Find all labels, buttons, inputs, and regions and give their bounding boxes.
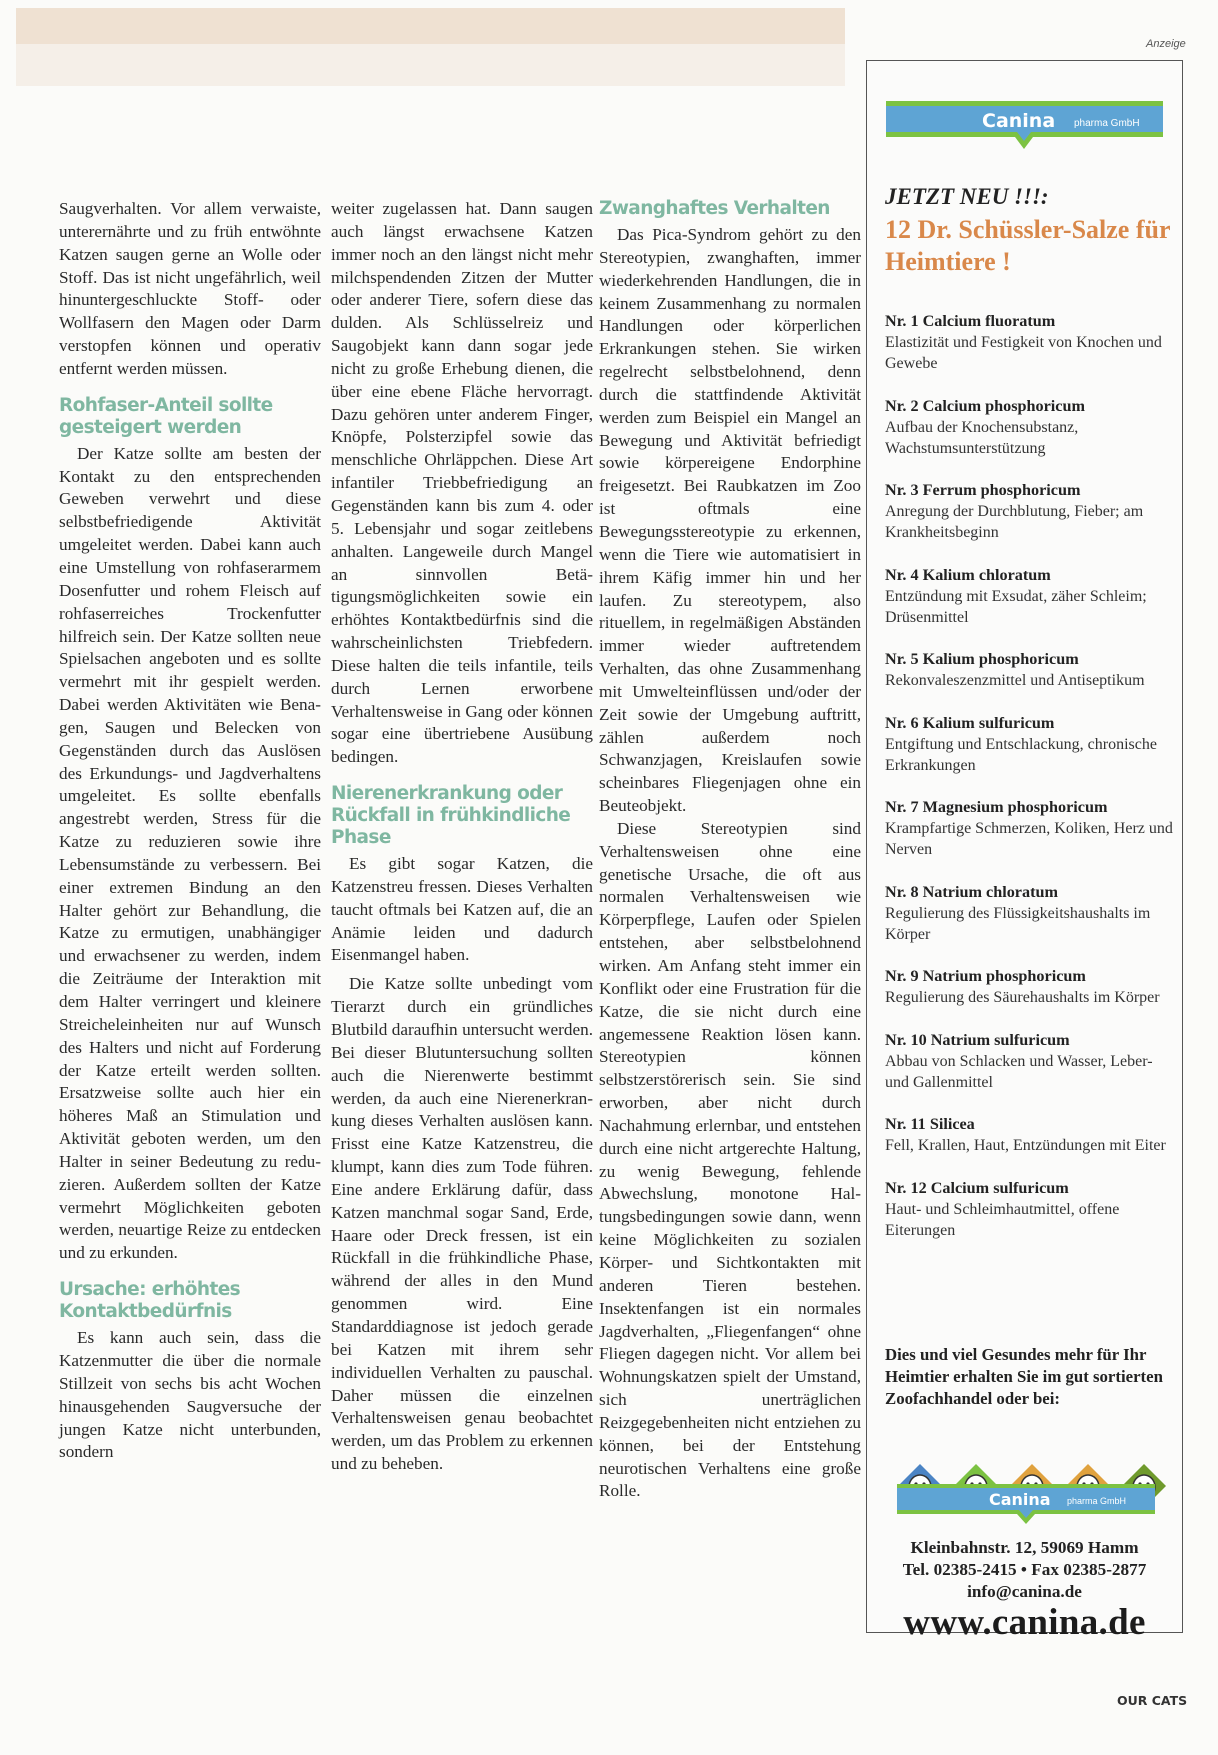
salt-name: Nr. 11 Silicea xyxy=(885,1115,975,1133)
salt-name: Nr. 3 Ferrum phosphoricum xyxy=(885,481,1081,499)
ad-announcement: JETZT NEU !!!: xyxy=(885,184,1049,209)
paragraph: Es gibt sogar Katzen, die Katzenstreu fressen. Dieses Verhalten taucht oftmals bei Katzen auf, die an Anämie leiden und dadurch Eisenmangel haben. xyxy=(331,854,593,965)
paragraph: Es kann auch sein, dass die Katzenmutter die über die normale Stillzeit von sechs bis acht Wochen hinausgehenden Saugversuche der jungen Katze nicht unterbunden, sondern xyxy=(59,1328,321,1462)
salt-description: Krampfartige Schmerzen, Koliken, Herz und Nerven xyxy=(885,820,1173,858)
salt-description: Entzündung mit Exsudat, zäher Schleim; Drüsenmittel xyxy=(885,587,1147,626)
salt-description: Regulierung des Flüssigkeitshaushalts im Körper xyxy=(885,904,1151,943)
salt-name: Nr. 5 Kalium phosphoricum xyxy=(885,650,1079,668)
salt-description: Anregung der Durchblutung, Fieber; am Krankheitsbeginn xyxy=(885,503,1144,541)
salt-name: Nr. 10 Natrium sulfuricum xyxy=(885,1030,1070,1049)
salt-item xyxy=(885,480,1175,543)
canina-logo-icon xyxy=(897,1484,1155,1534)
ad-headline: 12 Dr. Schüssler-Salze für Heimtiere ! xyxy=(885,215,1171,276)
salt-item xyxy=(885,1114,1175,1156)
email-link[interactable]: info@canina.de xyxy=(967,1582,1082,1601)
salt-description: Entgiftung und Entschlackung, chronische Erkrankungen xyxy=(885,735,1157,774)
brand-name: Canina xyxy=(982,110,1056,132)
brand-suffix: pharma GmbH xyxy=(1067,1496,1127,1506)
salt-name: Nr. 1 Calcium fluoratum xyxy=(885,312,1056,330)
salt-description: Fell, Krallen, Haut, Entzündungen mit Eiter xyxy=(885,1137,1166,1154)
paragraph: Die Katze sollte unbedingt vom Tierarzt durch ein gründliches Blutbild daraufhin untersucht werden. Bei dieser Blutuntersuchung sollten auch die Nierenwerte bestimmt werden, da auch eine Nierenerkrankung dieses Verhalten auslösen kann. Frisst eine Katze Katzenstreu, die klumpt, kann dies zum Tode führen. Eine andere Erklärung dafür, dass Katzen manchmal sogar Sand, Erde, Haare oder Dreck fressen, ist ein Rückfall in die frühkindliche Phase, während der alles in den Mund genommen wird. Eine Standarddiagnose ist jedoch gerade bei Katzen mit ihrem sehr individuellen Verhalten zu pauschal. Daher müssen die einzelnen Verhaltensweisen genau beobachtet werden, um das Problem zu erkennen und zu beheben. xyxy=(331,974,593,1474)
brand-name: Canina xyxy=(989,1490,1051,1509)
canina-logo-banner-bottom xyxy=(897,1484,1155,1539)
paragraph: Diese Stereotypien sind Verhaltensweisen ohne eine genetische Ursache, die oft aus normalen Verhaltensweisen wie Körperpflege, Laufen oder Spielen entstehen, aber selbstbelohnend wirken. Am Anfang steht immer ein Konflikt oder eine Frustration für die Katze, die sie nicht durch eine angemessene Reaktion lösen kann. Stereotypien können selbstzerstörerisch sein. Sie sind erworben, aber nicht durch Nachahmung erlernbar, und entstehen durch eine nicht artgerechte Haltung, zu wenig Bewegung, fehlende Abwechslung, monotone Haltungsbedingungen sowie dann, wenn keine Möglichkeiten zu sozialen Körper- und Sichtkontakten mit anderen Tieren bestehen. Insektenfangen ist ein normales Jagdverhalten, „Fliegenfangen“ ohne Fliegen dagegen nicht. Vor allem bei Wohnungskatzen spielt der Umstand, sich unerträglichen Reizgegebenheiten nicht entziehen zu können, bei der Entstehung neurotischen Verhaltens eine große Rolle. xyxy=(599,818,861,1501)
salt-item xyxy=(885,311,1175,374)
salt-item xyxy=(885,649,1175,691)
salt-description: Haut- und Schleimhautmittel, offene Eiterungen xyxy=(885,1200,1120,1239)
salt-name: Nr. 8 Natrium chloratum xyxy=(885,882,1058,901)
page-header-band xyxy=(16,8,845,86)
salt-item xyxy=(885,713,1175,776)
canina-logo-icon xyxy=(886,101,1163,156)
canina-logo-banner xyxy=(886,101,1163,156)
salt-name: Nr. 4 Kalium chloratum xyxy=(885,565,1051,584)
phone-fax: Tel. 02385-2415 • Fax 02385-2877 xyxy=(902,1560,1147,1579)
ad-label: Anzeige xyxy=(1146,38,1186,50)
article-column-1 xyxy=(59,198,321,1464)
advertisement xyxy=(866,60,1183,1643)
salt-name: Nr. 6 Kalium sulfuricum xyxy=(885,713,1055,732)
salt-description: Elastizität und Festigkeit von Knochen und Gewebe xyxy=(885,334,1162,372)
contact-block xyxy=(867,1537,1182,1603)
article-column-3 xyxy=(599,198,861,1503)
salt-item xyxy=(885,1030,1175,1093)
salt-description: Aufbau der Knochensubstanz, Wachstumsunterstützung xyxy=(885,418,1079,457)
salt-item xyxy=(885,565,1175,628)
salt-name: Nr. 7 Magnesium phosphoricum xyxy=(885,798,1108,816)
salt-list xyxy=(885,311,1175,1262)
salt-description: Abbau von Schlacken und Wasser, Leber- und Gallenmittel xyxy=(885,1052,1153,1091)
paragraph: Das Pica-Syndrom gehört zu den Stereotypien, zwanghaften, immer wiederkehrenden Handlungen, die in keinem Zusammenhang zu normalen Handlungen oder körperlichen Erkrankungen stehen. Sie wirken regelrecht selbstbelohnend, denn durch die stattfindende Aktivität werden zum Beispiel ein Mangel an Bewegung und Aktivität befriedigt sowie körpereigene Endorphine freigesetzt. Bei Raubkatzen im Zoo ist oftmals eine Bewegungsstereotypie zu erkennen, wenn die Tiere wie automatisiert in ihrem Käfig immer hin und her laufen. Zu stereotypem, also rituellem, in regelmäßigen Abständen immer wieder auftretendem Verhalten, das ohne Zusammenhang mit Umwelteinflüssen und/oder der Zeit sowie der Umgebung auftritt, zählen außerdem noch Schwanzjagen, Kreislaufen sowie scheinbares Fliegenjagen ohne ein Beuteobjekt. xyxy=(599,225,861,816)
brand-suffix: pharma GmbH xyxy=(1074,118,1140,129)
salt-description: Rekonvaleszenzmittel und Antiseptikum xyxy=(885,672,1145,689)
salt-item xyxy=(885,966,1175,1008)
magazine-footer: OUR CATS xyxy=(1117,1693,1188,1708)
paragraph: Der Katze sollte am besten der Kontakt zu den entsprechenden Geweben verwehrt und diese selbstbefriedigende Aktivität umgeleitet werden. Dabei kann auch eine Umstellung von rohfaserarmem Dosenfutter und rohem Fleisch auf rohfaserreiches Trockenfutter hilfreich sein. Der Katze sollten neue Spielsachen angeboten und es sollte vermehrt mit ihr gespielt werden. Dabei werden Aktivitäten wie Benagen, Saugen und Belecken von Gegenständen durch das Auslösen des Erkundungs- und Jagdverhaltens umgeleitet. Es sollte ebenfalls angestrebt werden, Stress für die Katze zu reduzieren sowie ihre Lebensumstände zu verbessern. Bei einer extremen Bindung an den Halter gehört zur Behandlung, die Katze zu ermutigen, unabhängiger und erwachsener zu werden, indem die Zeiträume der Interaktion mit dem Halter verringert und kleinere Streicheleinheiten nur auf Wunsch des Halters und nicht auf Forderung der Katze erteilt werden sollten. Ersatzweise sollte auch hier ein höheres Maß an Stimulation und Aktivität geboten werden, um den Halter in seiner Bedeutung zu reduzieren. Außerdem sollten der Katze vermehrt Möglichkeiten geboten werden, neuartige Reize zu entdecken und zu erkunden. xyxy=(59,443,321,1263)
salt-item xyxy=(885,882,1175,945)
paragraph: weiter zugelassen hat. Dann saugen auch längst erwachsene Katzen immer noch an den längst nicht mehr milchspendenden Zitzen der Mutter oder anderer Tiere, sofern diese das dulden. Als Schlüsselreiz und Saugobjekt kann dann sogar jede nicht zu große Erhebung dienen, die über eine ebene Fläche hervorragt. Dazu gehören unter anderem Finger, Knöpfe, Polsterzipfel sowie das menschliche Ohrläppchen. Diese Art infantiler Triebbefriedigung an Gegenständen kann bis zum 4. oder 5. Lebensjahr und sogar zeitlebens anhalten. Langeweile durch Mangel an sinnvollen Betätigungsmöglichkeiten sowie ein erhöhtes Kontaktbedürfnis sind die wahrscheinlichsten Triebfedern. Diese halten die teils infantile, teils durch Lernen erworbene Verhaltensweise in Gang oder können sogar eine übertriebene Ausübung bedingen. xyxy=(331,199,593,767)
salt-name: Nr. 2 Calcium phosphoricum xyxy=(885,396,1085,415)
section-heading: Nierenerkrankung oder Rückfall in frühkindliche Phase xyxy=(331,783,571,849)
salt-item xyxy=(885,396,1175,459)
paragraph: Saugverhalten. Vor allem verwaiste, unterernährte und zu früh entwöhnte Katzen saugen gerne an Wolle oder Stoff. Das ist nicht ungefährlich, weil hinuntergeschluckte Stoff- oder Wollfasern den Magen oder Darm verstopfen können und operativ entfernt werden müssen. xyxy=(59,199,321,378)
section-heading: Zwanghaftes Verhalten xyxy=(599,198,830,219)
salt-name: Nr. 9 Natrium phosphoricum xyxy=(885,967,1086,985)
section-heading: Ursache: erhöhtes Kontaktbedürfnis xyxy=(59,1279,241,1323)
website-link[interactable]: www.canina.de xyxy=(903,1602,1146,1643)
address: Kleinbahnstr. 12, 59069 Hamm xyxy=(910,1538,1139,1557)
salt-name: Nr. 12 Calcium sulfuricum xyxy=(885,1178,1069,1197)
salt-item xyxy=(885,1178,1175,1241)
article-column-2 xyxy=(331,198,593,1476)
salt-description: Regulierung des Säurehaushalts im Körper xyxy=(885,989,1160,1006)
section-heading: Rohfaser-Anteil sollte gesteigert werden xyxy=(59,394,273,438)
ad-closing-text: Dies und viel Gesundes mehr für Ihr Heimtier erhalten Sie im gut sortierten Zoofachhandel oder bei: xyxy=(885,1345,1163,1408)
salt-item xyxy=(885,797,1175,860)
